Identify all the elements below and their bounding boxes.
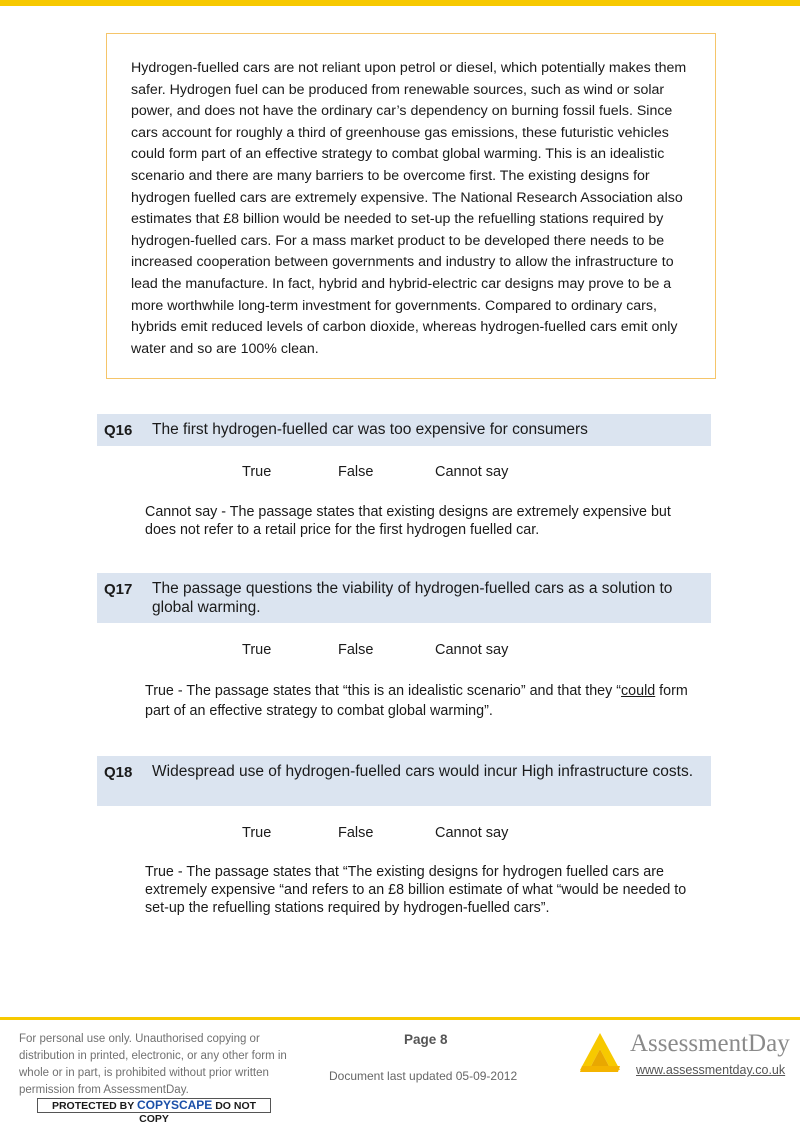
option-false[interactable]: False [338, 464, 374, 480]
option-false[interactable]: False [338, 825, 374, 841]
question-16 [97, 414, 711, 446]
assessmentday-logo-icon [578, 1030, 622, 1074]
copyscape-text: DO NOT COPY [139, 1100, 257, 1125]
copyright-notice: For personal use only. Unauthorised copying or distribution in printed, electronic, or any other form in whole or in part, is prohibited without prior written permission from AssessmentDay. [19, 1033, 287, 1096]
option-true[interactable]: True [242, 642, 272, 658]
question-text: The passage questions the viability of hydrogen-fuelled cars as a solution to global warming. [152, 580, 673, 616]
option-true[interactable]: True [242, 825, 272, 841]
copyscape-badge[interactable] [37, 1098, 271, 1125]
question-number: Q18 [104, 764, 133, 781]
answer-explanation: Cannot say - The passage states that existing designs are extremely expensive but does not refer to a retail price for the first hydrogen fuelled car. [145, 504, 671, 538]
question-number: Q16 [104, 422, 133, 439]
copyscape-brand: COPYSCAPE [136, 1098, 213, 1112]
option-false[interactable]: False [338, 642, 374, 658]
document-updated: Document last updated 05-09-2012 [329, 1069, 518, 1083]
page-number: Page 8 [404, 1032, 448, 1047]
option-cannot-say[interactable]: Cannot say [435, 464, 509, 480]
passage-box [106, 33, 716, 379]
answer-text: True - The passage states that “this is an idealistic scenario” and that they “ [145, 683, 622, 699]
copyscape-text: PROTECTED BY [51, 1100, 135, 1112]
footer-accent-rule [0, 1017, 800, 1020]
option-true[interactable]: True [242, 464, 272, 480]
passage-text: Hydrogen-fuelled cars are not reliant upon petrol or diesel, which potentially makes them safer. Hydrogen fuel can be produced from renewable sources, such as wind or solar power, and does not have the ordinary car’s dependency on burning fossil fuels. Since cars account for roughly a third of greenhouse gas emissions, these futuristic vehicles could form part of an effective strategy to combat global warming. This is an idealistic scenario and there are many barriers to be overcome first. The existing designs for hydrogen fuelled cars are extremely expensive. The National Research Association also estimates that £8 billion would be needed to set-up the refuelling stations required by hydrogen-fuelled cars. For a mass market product to be developed there needs to be increased cooperation between governments and industry to allow the infrastructure to lead the manufacture. In fact, hybrid and hybrid-electric car designs may prove to be a more worthwhile long-term investment for governments. Compared to ordinary cars, hybrids emit reduced levels of carbon dioxide, whereas hydrogen-fuelled cars emit only water and so are 100% clean. [131, 60, 687, 357]
answer-explanation: True - The passage states that “The existing designs for hydrogen fuelled cars are extremely expensive “and refers to an £8 billion estimate of what “would be needed to set-up the refuelling stations required by hydrogen-fuelled cars”. [145, 864, 687, 916]
option-cannot-say[interactable]: Cannot say [435, 642, 509, 658]
answer-text: form part of an effective strategy to combat global warming”. [145, 683, 688, 719]
question-number: Q17 [104, 581, 133, 598]
question-text: Widespread use of hydrogen-fuelled cars would incur High infrastructure costs. [152, 763, 694, 780]
option-cannot-say[interactable]: Cannot say [435, 825, 509, 841]
question-18 [97, 756, 711, 806]
brand-name: AssessmentDay [630, 1030, 790, 1057]
answer-emphasis: could [621, 683, 656, 699]
question-text: The first hydrogen-fuelled car was too expensive for consumers [152, 421, 588, 438]
brand-url-link[interactable]: www.assessmentday.co.uk [636, 1063, 786, 1077]
top-accent-rule [0, 0, 800, 6]
answer-explanation [145, 681, 705, 721]
question-17 [97, 573, 711, 623]
